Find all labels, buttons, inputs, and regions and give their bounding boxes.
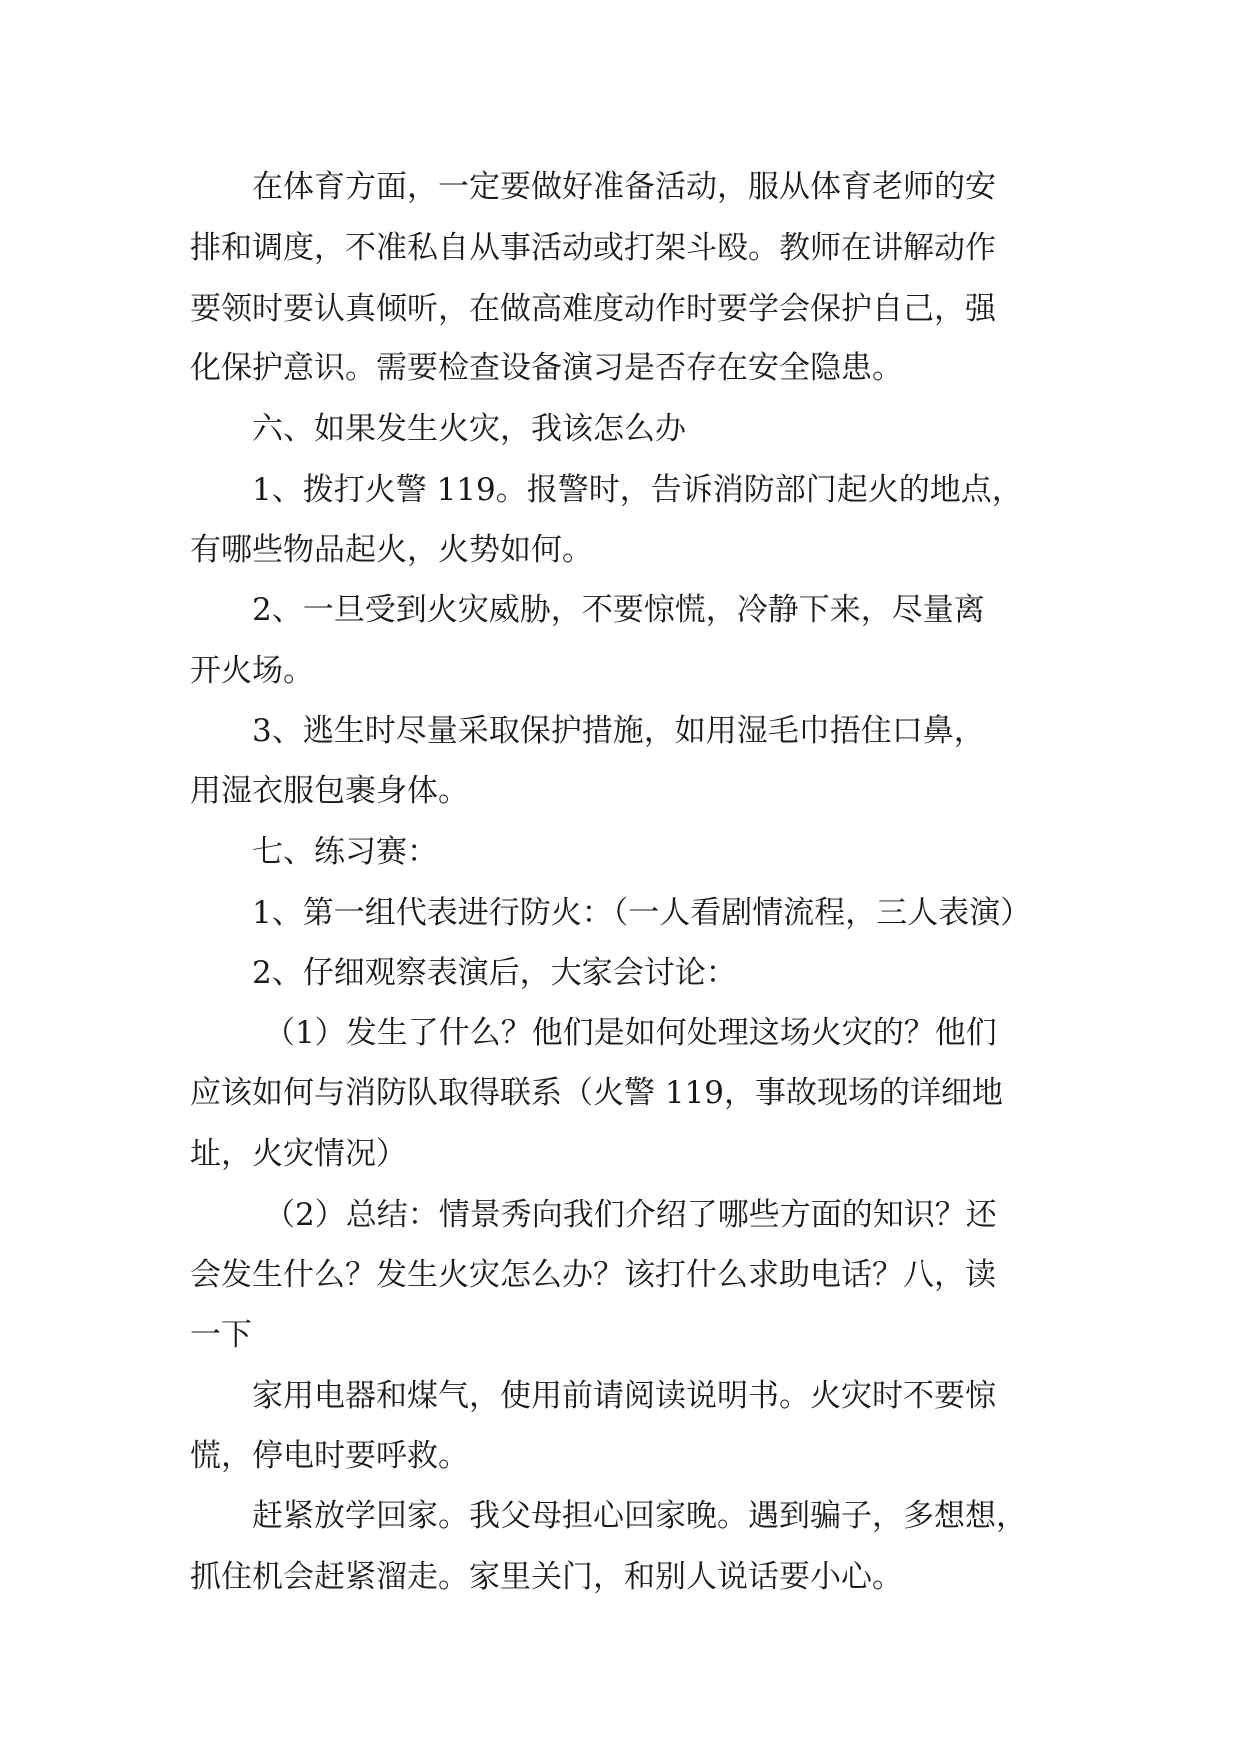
fire-step-3-line-1: 3、逃生时尽量采取保护措施，如用湿毛巾捂住口鼻， (252, 713, 985, 749)
paragraph-home-line-2: 抓住机会赶紧溜走。家里关门，和别人说话要小心。 (190, 1559, 903, 1595)
discussion-2-line-1: （2）总结：情景秀向我们介绍了哪些方面的知识？还 (264, 1197, 997, 1233)
paragraph-home-line-1: 赶紧放学回家。我父母担心回家晚。遇到骗子，多想想， (252, 1498, 1027, 1534)
discussion-1-line-3: 址，火灾情况） (190, 1136, 407, 1172)
fire-step-1-line-1: 1、拨打火警 119。报警时，告诉消防部门起火的地点， (252, 472, 1023, 508)
fire-step-1-line-2: 有哪些物品起火，火势如何。 (190, 532, 593, 568)
discussion-1-line-1: （1）发生了什么？他们是如何处理这场火灾的？他们 (264, 1015, 997, 1051)
paragraph-appliances-line-2: 慌，停电时要呼救。 (190, 1438, 469, 1474)
paragraph-sports-line-2: 排和调度，不准私自从事活动或打架斗殴。教师在讲解动作 (190, 230, 996, 266)
discussion-2-line-3: 一下 (190, 1317, 252, 1353)
section-heading-fire: 六、如果发生火灾，我该怎么办 (252, 411, 686, 447)
paragraph-sports-line-3: 要领时要认真倾听，在做高难度动作时要学会保护自己，强 (190, 291, 996, 327)
practice-item-1: 1、第一组代表进行防火：（一人看剧情流程，三人表演） (252, 895, 1032, 931)
paragraph-sports-line-1: 在体育方面，一定要做好准备活动，服从体育老师的安 (252, 169, 996, 205)
section-heading-practice: 七、练习赛： (252, 834, 438, 870)
practice-item-2: 2、仔细观察表演后，大家会讨论： (252, 955, 737, 991)
discussion-2-line-2: 会发生什么？发生火灾怎么办？该打什么求助电话？八，读 (190, 1257, 996, 1293)
fire-step-2-line-1: 2、一旦受到火灾威胁，不要惊慌，冷静下来，尽量离 (252, 592, 985, 628)
paragraph-appliances-line-1: 家用电器和煤气，使用前请阅读说明书。火灾时不要惊 (252, 1378, 996, 1414)
fire-step-2-line-2: 开火场。 (190, 653, 314, 689)
discussion-1-line-2: 应该如何与消防队取得联系（火警 119，事故现场的详细地 (190, 1075, 1004, 1111)
fire-step-3-line-2: 用湿衣服包裹身体。 (190, 773, 469, 809)
paragraph-sports-line-4: 化保护意识。需要检查设备演习是否存在安全隐患。 (190, 350, 903, 386)
